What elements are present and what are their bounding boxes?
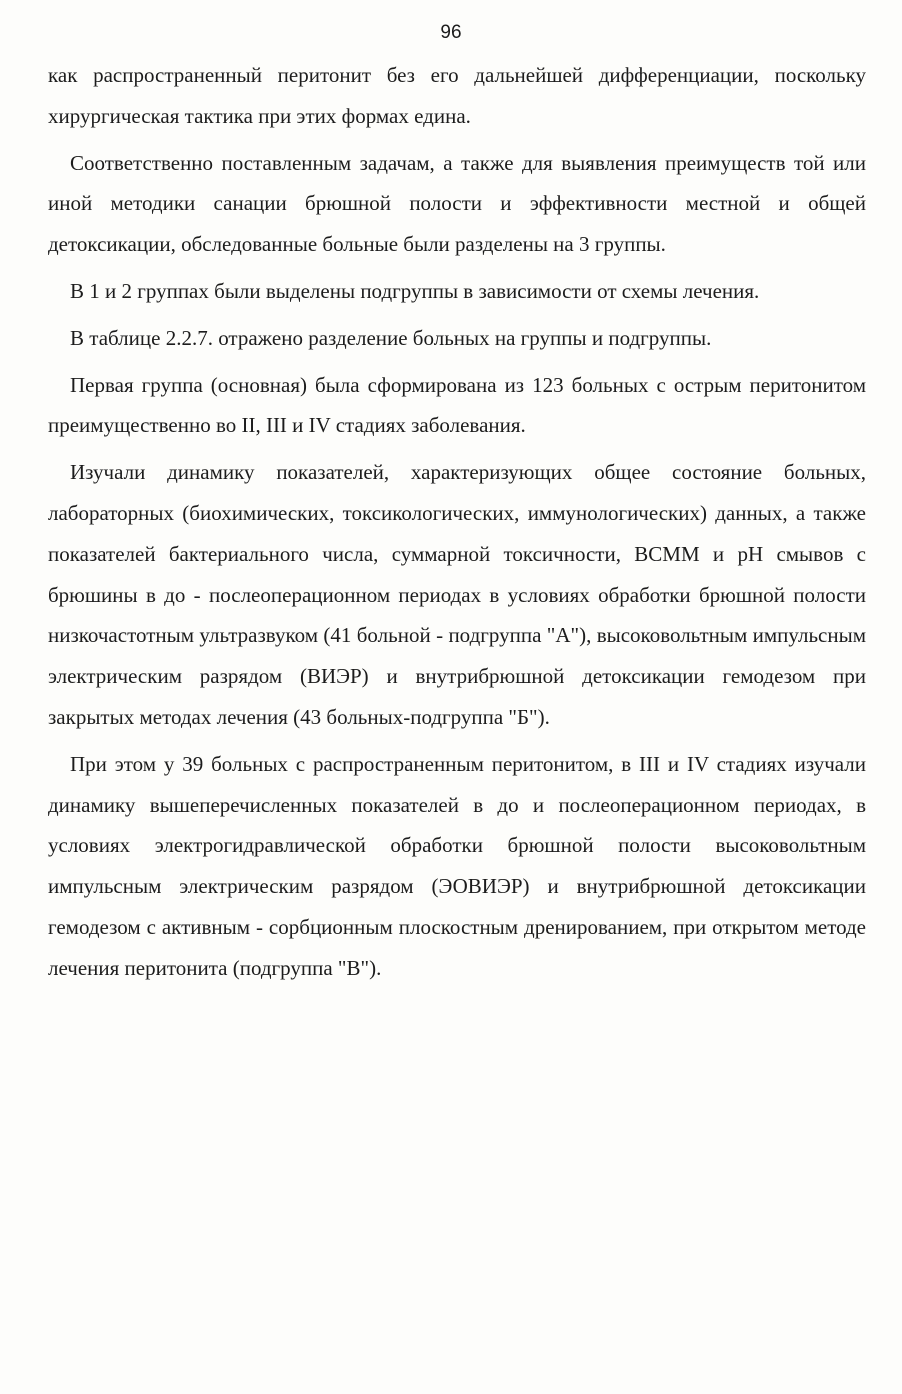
paragraph-dynamics-study: Изучали динамику показателей, характеризующих общее состояние больных, лабораторных (биохимических, токсикологических, иммунологических) данных, а также показателей бактериального числа, суммарной токсичности, ВСММ и pH смывов с брюшины в до - послеоперационном периодах в условиях обработки брюшной полости низкочастотным ультразвуком (41 больной - подгруппа "А"), высоковольтным импульсным электрическим разрядом (ВИЭР) и внутрибрюшной детоксикации гемодезом при закрытых методах лечения (43 больных-подгруппа "Б"). bbox=[48, 460, 866, 729]
paragraph-table-reference: В таблице 2.2.7. отражено разделение больных на группы и подгруппы. bbox=[70, 325, 712, 350]
document-body bbox=[48, 55, 866, 995]
paragraph-first-group: Первая группа (основная) была сформирована из 123 больных с острым перитонитом преимущественно во II, III и IV стадиях заболевания. bbox=[48, 372, 866, 438]
paragraph-subgroup-v: При этом у 39 больных с распространенным перитонитом, в III и IV стадиях изучали динамику вышеперечисленных показателей в до и послеоперационном периодах, в условиях электрогидравлической обработки брюшной полости высоковольтным импульсным электрическим разрядом (ЭОВИЭР) и внутрибрюшной детоксикации гемодезом с активным - сорбционным плоскостным дренированием, при открытом методе лечения перитонита (подгруппа "В"). bbox=[48, 751, 866, 980]
page-number: 96 bbox=[440, 22, 462, 43]
paragraph-continuation: как распространенный перитонит без его дальнейшей дифференциации, поскольку хирургическая тактика при этих формах едина. bbox=[48, 63, 866, 128]
paragraph-subgroups: В 1 и 2 группах были выделены подгруппы в зависимости от схемы лечения. bbox=[70, 278, 760, 303]
paragraph-groups-division: Соответственно поставленным задачам, а также для выявления преимуществ той или иной методики санации брюшной полости и эффективности местной и общей детоксикации, обследованные больные были разделены на 3 группы. bbox=[48, 150, 866, 257]
